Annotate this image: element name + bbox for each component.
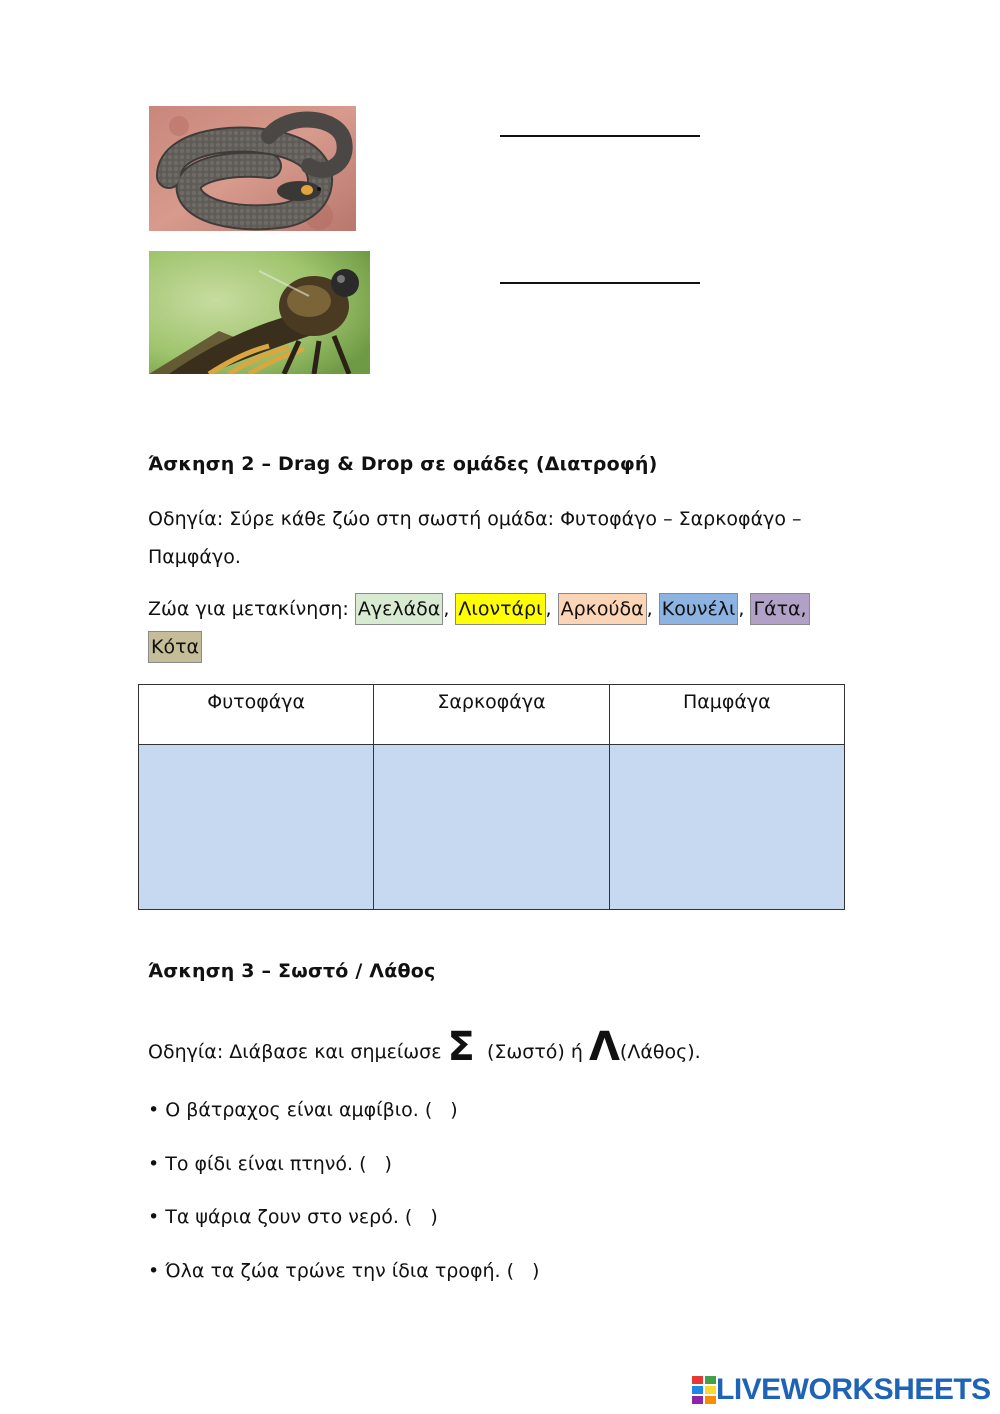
label-true: (Σωστό) ή: [486, 1041, 583, 1063]
exercise2-instruction: [148, 500, 868, 576]
statement-1: [148, 1091, 458, 1129]
exercise2-title: Άσκηση 2 – Drag & Drop σε ομάδες (Διατροφή): [148, 453, 658, 475]
chip-cat[interactable]: Γάτα,: [750, 593, 809, 625]
group-header-omnivores: Παμφάγα: [609, 685, 844, 745]
statement-3: [148, 1198, 438, 1236]
symbol-true: Σ: [447, 1024, 475, 1070]
statement-4: [148, 1252, 539, 1290]
label-false: (Λάθος).: [619, 1041, 701, 1063]
answer-blank-snake[interactable]: [500, 107, 700, 137]
logo-text: LIVEWORKSHEETS: [716, 1373, 991, 1406]
close-paren: ): [430, 1206, 438, 1228]
exercise3-title: Άσκηση 3 – Σωστό / Λάθος: [148, 960, 436, 982]
close-paren: ): [532, 1260, 540, 1282]
animals-to-move: Ζώα για μετακίνηση: Αγελάδα , Λιοντάρι , Αρκούδα , Κουνέλι , Γάτα, Κότα: [148, 590, 848, 666]
statement-text: • Το φίδι είναι πτηνό. (: [148, 1153, 367, 1175]
symbol-false: Λ: [588, 1024, 620, 1070]
chip-bear[interactable]: Αρκούδα: [558, 593, 647, 625]
instruction-line-2: Παμφάγο.: [148, 546, 241, 568]
chip-hen[interactable]: Κότα: [148, 631, 202, 663]
instruction-line-1: Οδηγία: Σύρε κάθε ζώο στη σωστή ομάδα: Φυτοφάγο – Σαρκοφάγο –: [148, 508, 802, 530]
statement-text: • Ο βάτραχος είναι αμφίβιο. (: [148, 1099, 433, 1121]
group-header-carnivores: Σαρκοφάγα: [374, 685, 609, 745]
answer-blank-fly[interactable]: [500, 254, 700, 284]
snake-photo: [149, 106, 356, 231]
group-header-herbivores: Φυτοφάγα: [139, 685, 374, 745]
instruction-start: Οδηγία: Διάβασε και σημείωσε: [148, 1041, 442, 1063]
statement-text: • Τα ψάρια ζουν στο νερό. (: [148, 1206, 413, 1228]
liveworksheets-logo: [692, 1374, 991, 1406]
exercise3-instruction: [148, 1022, 868, 1077]
animals-label: Ζώα για μετακίνηση:: [148, 598, 349, 620]
statement-text: • Όλα τα ζώα τρώνε την ίδια τροφή. (: [148, 1260, 515, 1282]
statement-2: [148, 1145, 392, 1183]
chip-cow[interactable]: Αγελάδα: [355, 593, 443, 625]
chip-rabbit[interactable]: Κουνέλι: [659, 593, 739, 625]
groups-table: [138, 684, 845, 910]
drop-zone-herbivores[interactable]: [139, 745, 374, 910]
chip-lion[interactable]: Λιοντάρι: [455, 593, 545, 625]
drop-zone-carnivores[interactable]: [374, 745, 609, 910]
close-paren: ): [450, 1099, 458, 1121]
fly-photo: [149, 251, 370, 374]
close-paren: ): [384, 1153, 392, 1175]
liveworksheets-logo-icon: [692, 1376, 716, 1404]
drop-zone-omnivores[interactable]: [609, 745, 844, 910]
